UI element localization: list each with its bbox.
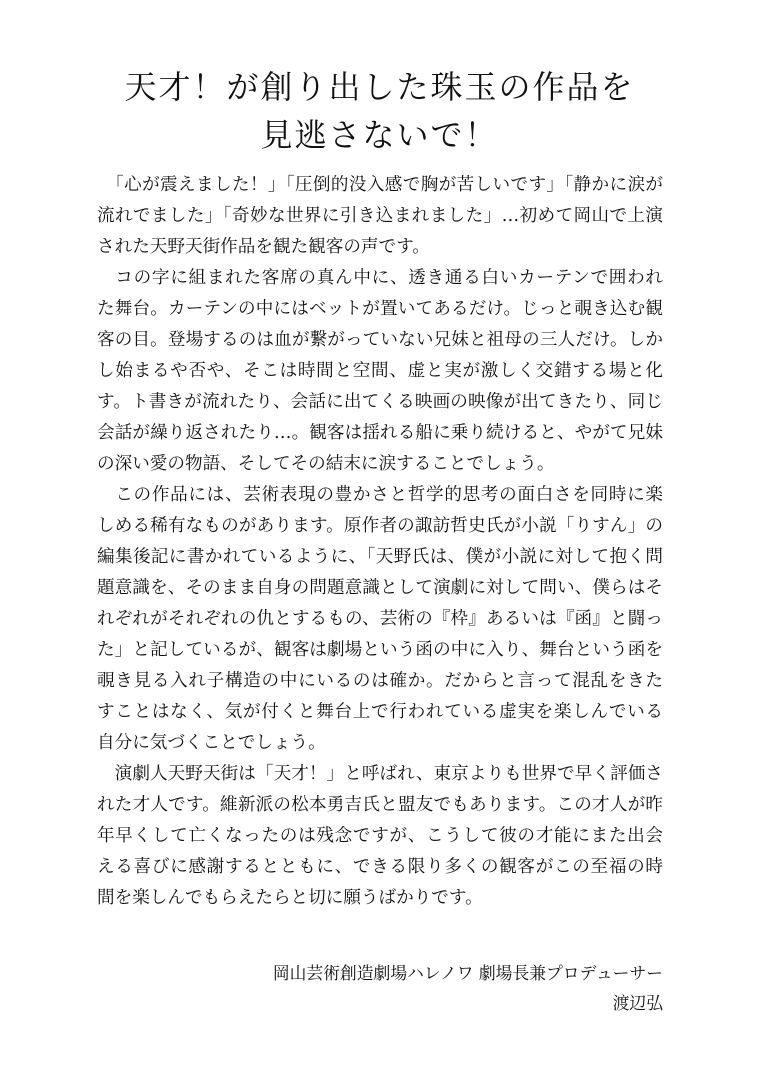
body-text: [97, 170, 663, 914]
paragraph-2-line-7: の深い愛の物語、そしてその結末に涙することでしょう。: [97, 454, 555, 474]
paragraph-3-line-3: 編集後記に書かれているように、「天野氏は、僕が小説に対して抱く問: [97, 547, 663, 567]
paragraph-2-line-5: す。ト書きが流れたり、会話に出てくる映画の映像が出てきたり、同じ: [97, 392, 663, 412]
signature-organization: 岡山芸術創造劇場ハレノワ 劇場長兼プロデューサー: [272, 963, 663, 983]
paragraph-2-line-1: コの字に組まれた客席の真ん中に、透き通る白いカーテンで囲われ: [97, 268, 663, 288]
paragraph-3-line-1: この作品には、芸術表現の豊かさと哲学的思考の面白さを同時に楽: [97, 485, 663, 505]
paragraph-3-line-6: た」と記しているが、観客は劇場という函の中に入り、舞台という函を: [97, 640, 663, 660]
paragraph-2-line-2: た舞台。カーテンの中にはベットが置いてあるだけ。じっと覗き込む観: [97, 299, 663, 319]
paragraph-2-line-3: 客の目。登場するのは血が繋がっていない兄妹と祖母の三人だけ。しか: [97, 330, 663, 350]
paragraph-1-line-3: された天野天街作品を観た観客の声です。: [97, 237, 430, 257]
paragraph-2-line-6: 会話が繰り返されたり…。観客は揺れる船に乗り続けると、やがて兄妹: [97, 423, 663, 443]
paragraph-3-line-5: れぞれがそれぞれの仇とするもの、芸術の『枠』あるいは『函』と闘っ: [97, 609, 663, 629]
signature-name: 渡辺弘: [612, 993, 663, 1013]
paragraph-3-line-7: 覗き見る入れ子構造の中にいるのは確か。だからと言って混乱をきた: [97, 671, 663, 691]
paragraph-4-line-4: える喜びに感謝するとともに、できる限り多くの観客がこの至福の時: [97, 857, 663, 877]
paragraph-2-line-4: し始まるや否や、そこは時間と空間、虚と実が激しく交錯する場と化: [97, 361, 663, 381]
title-line-2: 見逃さないで！: [260, 116, 499, 154]
paragraph-3-line-9: 自分に気づくことでしょう。: [97, 733, 326, 753]
paragraph-1-line-2: 流れでました」「奇妙な世界に引き込まれました」…初めて岡山で上演: [97, 206, 663, 226]
title-line-1: 天才！が創り出した珠玉の作品を: [124, 68, 635, 106]
paragraph-3-line-2: しめる稀有なものがあります。原作者の諏訪哲史氏が小説「りすん」の: [97, 516, 663, 536]
paragraph-4-line-3: 年早くして亡くなったのは残念ですが、こうして彼の才能にまた出会: [97, 826, 663, 846]
paragraph-3-line-4: 題意識を、そのまま自身の問題意識として演劇に対して問い、僕らはそ: [97, 578, 663, 598]
paragraph-3-line-8: すことはなく、気が付くと舞台上で行われている虚実を楽しんでいる: [97, 702, 663, 722]
paragraph-4-line-1: 演劇人天野天街は「天才！」と呼ばれ、東京よりも世界で早く評価さ: [97, 764, 663, 784]
paragraph-4-line-5: 間を楽しんでもらえたらと切に願うばかりです。: [97, 888, 483, 908]
paragraph-1-line-1: 「心が震えました！」「圧倒的没入感で胸が苦しいです」「静かに涙が: [97, 175, 663, 195]
paragraph-4-line-2: れた才人です。維新派の松本勇吉氏と盟友でもあります。この才人が昨: [97, 795, 663, 815]
